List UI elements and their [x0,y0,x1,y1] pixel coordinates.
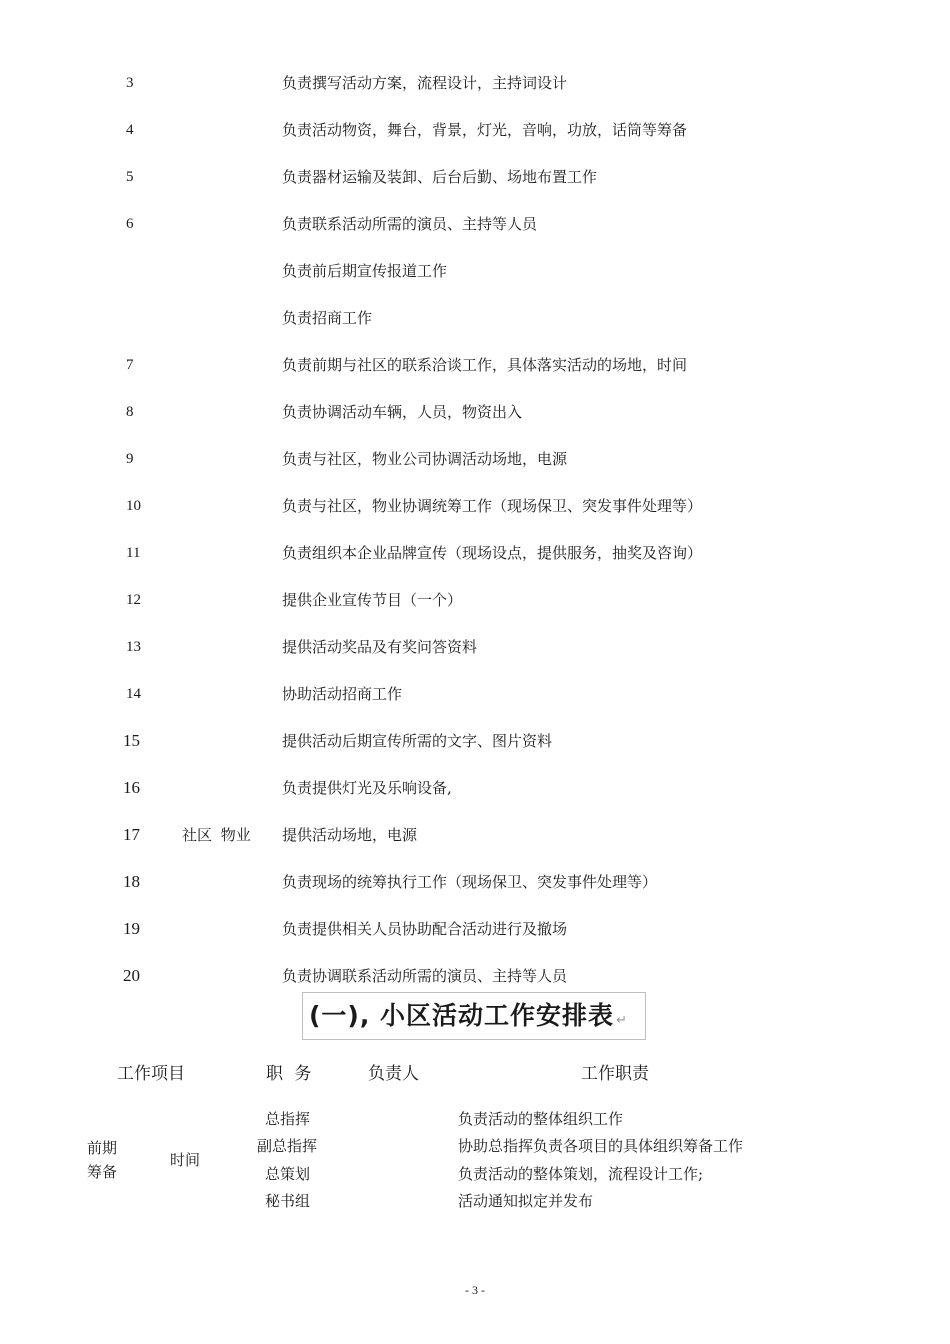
item-number: 18 [123,872,140,891]
item-duty: 负责招商工作 [282,309,373,327]
list-item [0,917,950,941]
list-item [0,71,950,95]
item-duty: 负责前后期宣传报道工作 [282,262,448,280]
item-number: 9 [126,451,134,467]
item-number: 4 [126,122,134,138]
time-label: 时间 [170,1151,201,1169]
item-duty: 提供活动奖品及有奖问答资料 [282,638,478,656]
header-person: 负责人 [368,1064,419,1084]
item-duty: 负责提供灯光及乐响设备, [282,779,452,797]
list-item [0,635,950,659]
section-title [302,992,646,1040]
item-duty: 负责撰写活动方案，流程设计，主持词设计 [282,74,568,92]
item-number: 3 [126,75,134,91]
responsibility-cell: 负责活动的整体组织工作 [458,1110,624,1128]
item-duty: 负责器材运输及装卸、后台后勤、场地布置工作 [282,168,598,186]
item-number: 14 [126,686,141,702]
list-item [0,353,950,377]
position-cell: 总指挥 [265,1110,311,1128]
header-responsibility: 工作职责 [581,1064,649,1084]
item-duty: 负责协调活动车辆，人员，物资出入 [282,403,523,421]
page-number: - 3 - [465,1283,485,1297]
paragraph-return-icon: ↵ [616,1013,628,1028]
item-number: 16 [123,778,140,797]
item-duty: 负责组织本企业品牌宣传（现场设点，提供服务，抽奖及咨询） [282,544,703,562]
responsibility-cell: 负责活动的整体策划，流程设计工作; [458,1165,704,1183]
list-item [0,165,950,189]
list-item [0,776,950,800]
list-item [0,447,950,471]
list-item [0,306,950,330]
list-item [0,494,950,518]
item-number: 12 [126,592,141,608]
item-duty: 提供企业宣传节目（一个） [282,591,463,609]
position-cell: 秘书组 [265,1192,311,1210]
item-number: 8 [126,404,134,420]
item-number: 19 [123,919,140,938]
item-duty: 负责提供相关人员协助配合活动进行及撤场 [282,920,568,938]
list-item [0,588,950,612]
item-number: 11 [126,545,141,561]
item-duty: 负责联系活动所需的演员、主持等人员 [282,215,538,233]
project-label-line1: 前期 [87,1139,118,1157]
item-duty: 负责与社区，物业公司协调活动场地，电源 [282,450,568,468]
item-number: 13 [126,639,141,655]
item-duty: 协助活动招商工作 [282,685,403,703]
project-label-line2: 筹备 [87,1163,118,1181]
item-party: 社区 物业 [182,826,251,844]
item-number: 17 [123,825,140,844]
list-item [0,729,950,753]
list-item [0,823,950,847]
item-number: 5 [126,169,134,185]
item-number: 10 [126,498,141,514]
item-number: 20 [123,966,140,985]
responsibility-cell: 协助总指挥负责各项目的具体组织筹备工作 [458,1137,744,1155]
list-item [0,212,950,236]
item-duty: 负责协调联系活动所需的演员、主持等人员 [282,967,568,985]
item-number: 7 [126,357,134,373]
list-item [0,259,950,283]
item-duty: 负责现场的统筹执行工作（现场保卫、突发事件处理等） [282,873,658,891]
item-number: 15 [123,731,140,750]
list-item [0,118,950,142]
item-duty: 负责与社区，物业协调统筹工作（现场保卫、突发事件处理等） [282,497,703,515]
section-title-text: (一), 小区活动工作安排表 [309,1001,615,1030]
header-project: 工作项目 [117,1064,185,1084]
item-duty: 提供活动后期宣传所需的文字、图片资料 [282,732,553,750]
item-duty: 负责前期与社区的联系洽谈工作，具体落实活动的场地，时间 [282,356,688,374]
item-duty: 负责活动物资，舞台，背景，灯光，音响，功放，话筒等筹备 [282,121,688,139]
item-number: 6 [126,216,134,232]
list-item [0,682,950,706]
list-item [0,964,950,988]
position-cell: 总策划 [265,1165,311,1183]
list-item [0,870,950,894]
position-cell: 副总指挥 [257,1137,318,1155]
list-item [0,400,950,424]
responsibility-cell: 活动通知拟定并发布 [458,1192,594,1210]
list-item [0,541,950,565]
header-position: 职 务 [266,1064,312,1084]
item-duty: 提供活动场地，电源 [282,826,418,844]
